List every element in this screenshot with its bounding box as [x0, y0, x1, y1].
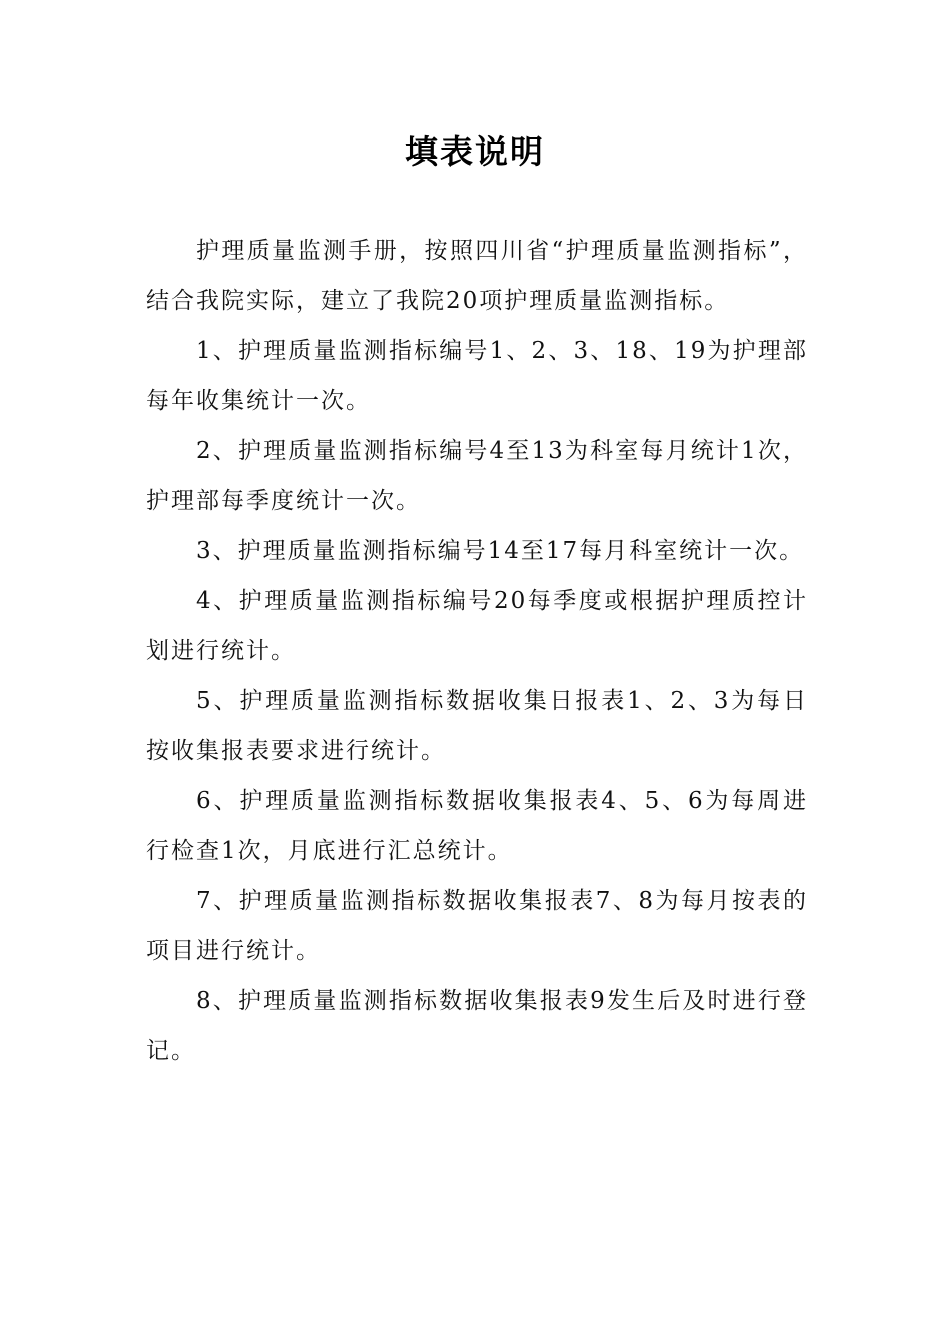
instruction-item-2: 2、护理质量监测指标编号4至13为科室每月统计1次，护理部每季度统计一次。	[146, 438, 808, 514]
intro-paragraph: 护理质量监测手册，按照四川省“护理质量监测指标”，结合我院实际，建立了我院20项护理质量监测指标。	[146, 238, 808, 314]
instruction-item-6: 6、护理质量监测指标数据收集报表4、5、6为每周进行检查1次，月底进行汇总统计。	[146, 788, 808, 864]
instruction-item-1: 1、护理质量监测指标编号1、2、3、18、19为护理部每年收集统计一次。	[146, 338, 808, 414]
instruction-item-3: 3、护理质量监测指标编号14至17每月科室统计一次。	[196, 538, 805, 564]
instruction-item-5: 5、护理质量监测指标数据收集日报表1、2、3为每日按收集报表要求进行统计。	[146, 688, 808, 764]
instruction-item-4: 4、护理质量监测指标编号20每季度或根据护理质控计划进行统计。	[146, 588, 808, 664]
instruction-item-8: 8、护理质量监测指标数据收集报表9发生后及时进行登记。	[146, 988, 808, 1064]
document-body	[146, 226, 808, 1076]
instruction-item-7: 7、护理质量监测指标数据收集报表7、8为每月按表的项目进行统计。	[146, 888, 808, 964]
page-title: 填表说明	[405, 132, 545, 171]
